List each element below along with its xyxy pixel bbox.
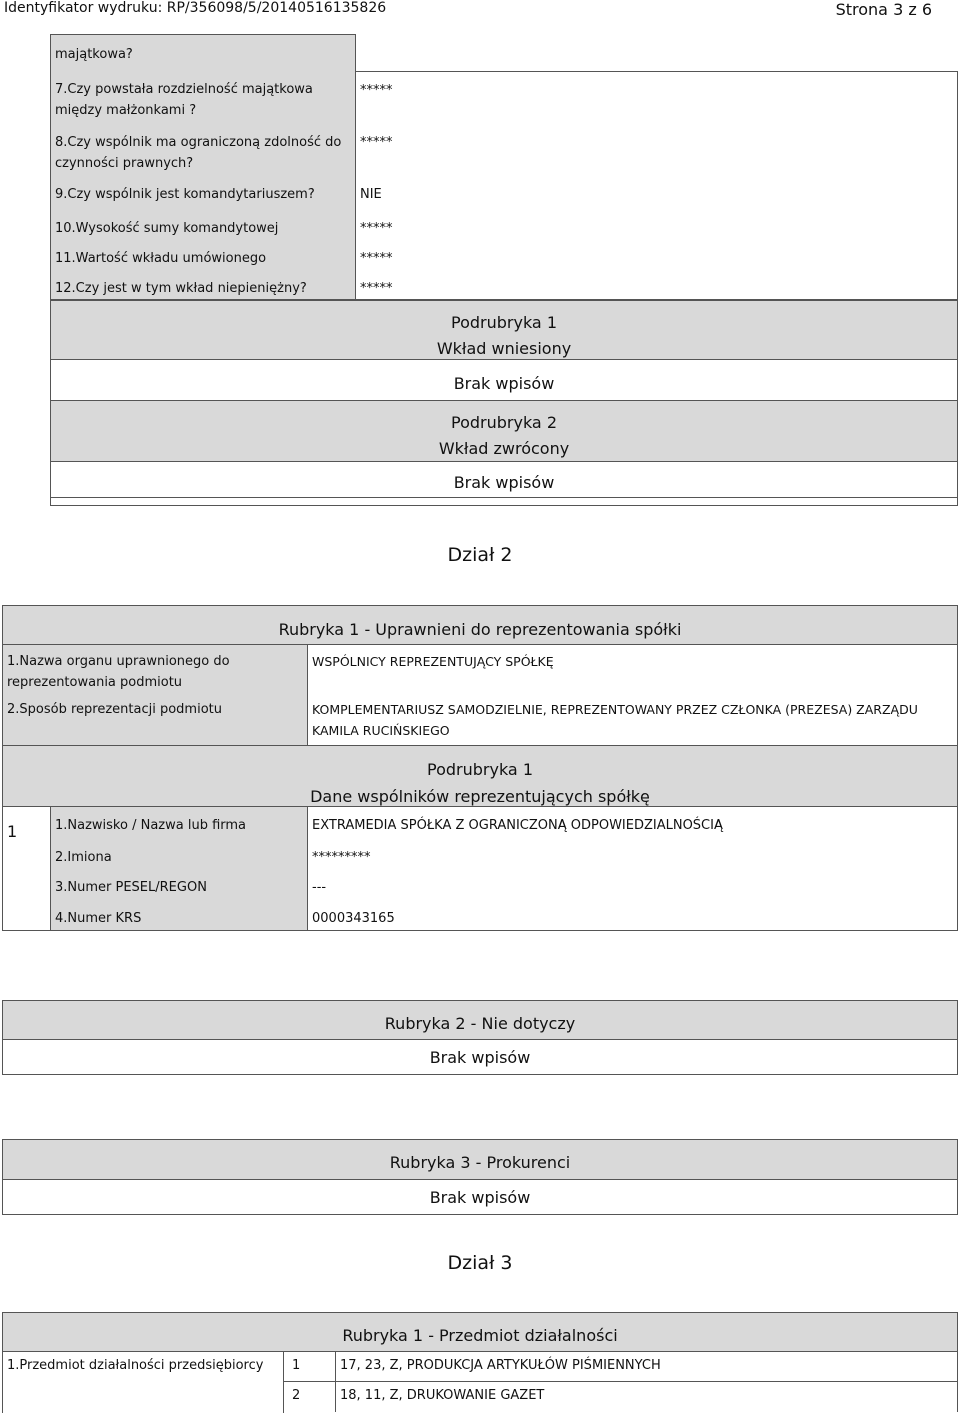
partner-field-value: EXTRAMEDIA SPÓŁKA Z OGRANICZONĄ ODPOWIEDZIALNOŚCIĄ — [308, 807, 958, 839]
representation-field-label: 2.Sposób reprezentacji podmiotu — [2, 693, 308, 745]
partner-field-value: ***** — [356, 240, 958, 270]
rubryka-3-body — [2, 1179, 958, 1215]
subsection-1-subtitle: Wkład wniesiony — [436, 339, 572, 358]
rubryka-2-title: Rubryka 2 - Nie dotyczy — [384, 1014, 576, 1033]
subsection-2-title: Podrubryka 2 — [451, 413, 557, 432]
partner-field-value: 0000343165 — [308, 900, 958, 931]
partner-field-label: 8.Czy wspólnik ma ograniczoną zdolność do czynności prawnych? — [50, 124, 356, 176]
activity-value: 18, 11, Z, DRUKOWANIE GAZET — [336, 1382, 958, 1412]
partner-field-label: 1.Nazwisko / Nazwa lub firma — [50, 807, 308, 839]
partner-field-value: ***** — [356, 210, 958, 240]
page-number: Strona 3 z 6 — [835, 0, 932, 19]
partner-field-label: 10.Wysokość sumy komandytowej — [50, 210, 356, 240]
partner-field-value: --- — [308, 869, 958, 900]
rubryka-3-title: Rubryka 3 - Prokurenci — [389, 1153, 571, 1172]
rubryka-2-empty: Brak wpisów — [429, 1048, 531, 1067]
subsection-2-header — [50, 400, 958, 462]
subsection-1-empty: Brak wpisów — [453, 374, 555, 393]
dzial-3-rubryka-1-title: Rubryka 1 - Przedmiot działalności — [342, 1326, 618, 1345]
partner-field-label: 2.Imiona — [50, 839, 308, 870]
activity-label: 1.Przedmiot działalności przedsiębiorcy — [2, 1352, 284, 1413]
podrubryka-1-header — [2, 745, 958, 807]
print-identifier: Identyfikator wydruku: RP/356098/5/20140516135826 — [4, 0, 387, 16]
rubryka-2-body — [2, 1039, 958, 1075]
subsection-1-header — [50, 300, 958, 360]
rubryka-2-header — [2, 1000, 958, 1040]
representation-field-label: 1.Nazwa organu uprawnionego do reprezentowania podmiotu — [2, 645, 308, 693]
partner-field-label: 3.Numer PESEL/REGON — [50, 869, 308, 900]
podrubryka-1-subtitle: Dane wspólników reprezentujących spółkę — [310, 787, 650, 806]
partner-field-value: NIE — [356, 176, 958, 210]
partner-field-label: majątkowa? — [50, 34, 356, 71]
representation-field-value: WSPÓLNICY REPREZENTUJĄCY SPÓŁKĘ — [308, 645, 958, 693]
activity-value: 17, 23, Z, PRODUKCJA ARTYKUŁÓW PIŚMIENNYCH — [336, 1352, 958, 1382]
representation-field-value: KOMPLEMENTARIUSZ SAMODZIELNIE, REPREZENTOWANY PRZEZ CZŁONKA (PREZESA) ZARZĄDU KAMILA RUCIŃSKIEGO — [308, 693, 958, 745]
dzial-3-title: Dział 3 — [447, 1252, 513, 1274]
rubryka-1-title: Rubryka 1 - Uprawnieni do reprezentowania spółki — [278, 620, 682, 639]
subsection-2-empty: Brak wpisów — [453, 473, 555, 492]
partner-field-label: 9.Czy wspólnik jest komandytariuszem? — [50, 176, 356, 210]
subsection-1-title: Podrubryka 1 — [451, 313, 557, 332]
podrubryka-1-title: Podrubryka 1 — [427, 760, 533, 779]
dzial-2-title: Dział 2 — [447, 544, 513, 566]
partner-field-value: ********* — [308, 839, 958, 870]
partner-index: 1 — [2, 807, 50, 931]
rubryka-3-empty: Brak wpisów — [429, 1188, 531, 1207]
partner-field-value: ***** — [356, 71, 958, 124]
activity-number: 2 — [284, 1382, 336, 1412]
activity-number: 1 — [284, 1352, 336, 1382]
rubryka-3-header — [2, 1139, 958, 1180]
partner-field-value: ***** — [356, 270, 958, 300]
rubryka-1-header — [2, 605, 958, 645]
partner-field-label: 11.Wartość wkładu umówionego — [50, 240, 356, 270]
partner-field-value: ***** — [356, 124, 958, 176]
partner-field-label: 4.Numer KRS — [50, 900, 308, 931]
page-header — [0, 0, 960, 18]
partner-field-label: 12.Czy jest w tym wkład niepieniężny? — [50, 270, 356, 300]
partner-field-label: 7.Czy powstała rozdzielność majątkowa między małżonkami ? — [50, 71, 356, 124]
subsection-2-subtitle: Wkład zwrócony — [438, 439, 570, 458]
dzial-3-rubryka-1-header — [2, 1312, 958, 1352]
